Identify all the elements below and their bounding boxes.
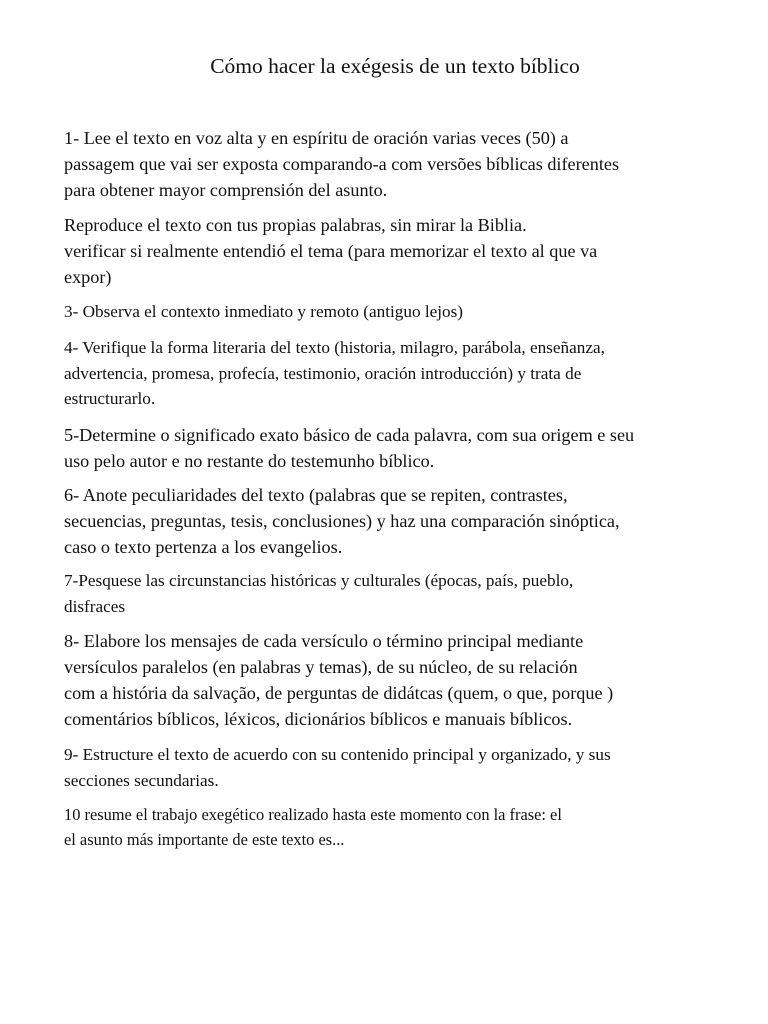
paragraph-step-9: 9- Estructure el texto de acuerdo con su contenido principal y organizado, y sus secciones secundarias.	[64, 745, 611, 790]
paragraph-step-6: 6- Anote peculiaridades del texto (palabras que se repiten, contrastes, secuencias, preguntas, tesis, conclusiones) y haz una comparación sinóptica, caso o texto pertenza a los evangelios.	[64, 485, 620, 557]
paragraph-step-10: 10 resume el trabajo exegético realizado hasta este momento con la frase: el el asunto más importante de este texto es...	[64, 805, 562, 849]
paragraph-step-4: 4- Verifique la forma literaria del texto (historia, milagro, parábola, enseñanza, advertencia, promesa, profecía, testimonio, oración introducción) y trata de estructurarlo.	[64, 338, 605, 408]
paragraph-step-2: Reproduce el texto con tus propias palabras, sin mirar la Biblia. verificar si realmente entendió el tema (para memorizar el texto al que va expor)	[64, 215, 598, 287]
paragraph-step-8: 8- Elabore los mensajes de cada versículo o término principal mediante versículos paralelos (en palabras y temas), de su núcleo, de su relación com a história da salvação, de perguntas de didátcas (quem, o que, porque ) comentários bíblicos, léxicos, dicionários bíblicos e manuais bíblicos.	[64, 631, 614, 729]
paragraph-step-3: 3- Observa el contexto inmediato y remoto (antiguo lejos)	[64, 302, 464, 321]
paragraph-step-7: 7-Pesquese las circunstancias históricas y culturales (épocas, país, pueblo, disfraces	[64, 571, 574, 616]
paragraph-step-1: 1- Lee el texto en voz alta y en espíritu de oración varias veces (50) a passagem que vai ser exposta comparando-a com versões bíblicas diferentes para obtener mayor comprensión del asunto.	[64, 128, 620, 200]
paragraph-step-5: 5-Determine o significado exato básico de cada palavra, com sua origem e seu uso pelo autor e no restante do testemunho bíblico.	[64, 425, 635, 471]
document-title: Cómo hacer la exégesis de un texto bíblico	[210, 54, 580, 78]
